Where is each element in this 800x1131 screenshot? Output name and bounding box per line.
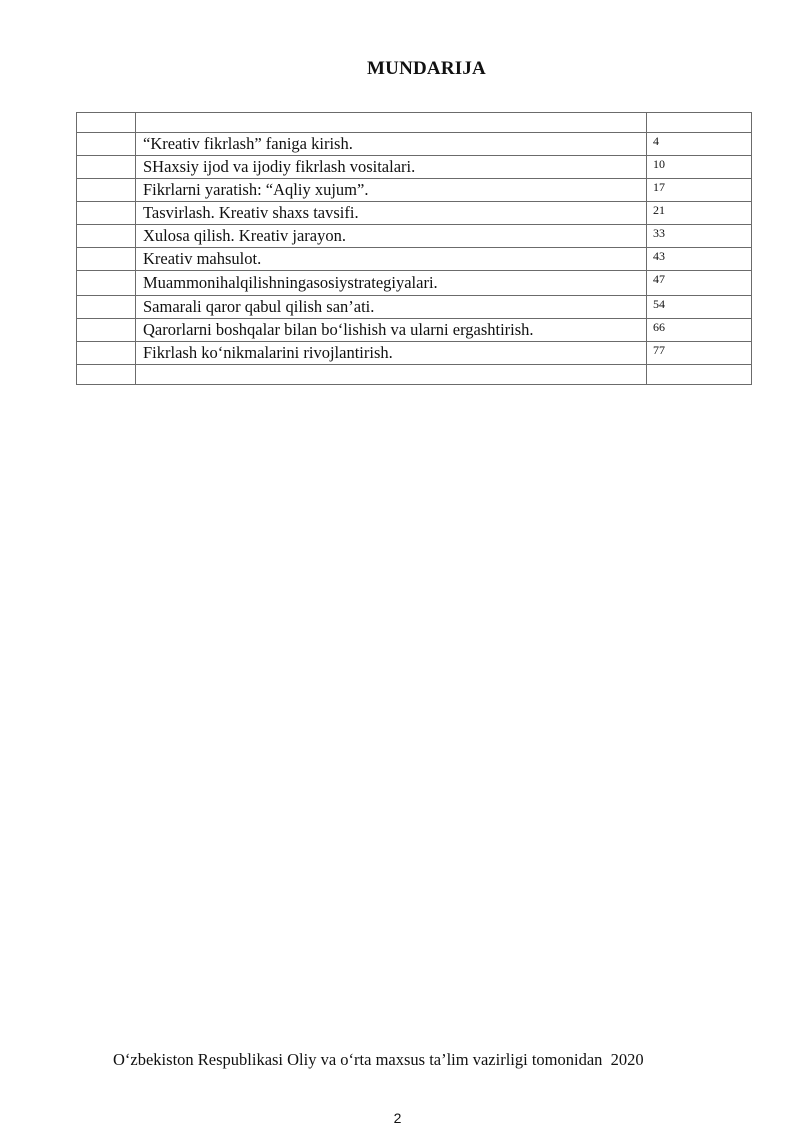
page-title: MUNDARIJA [367, 58, 486, 79]
toc-entry-title: Xulosa qilish. Kreativ jarayon. [136, 225, 647, 248]
table-row [77, 202, 752, 225]
table-of-contents [76, 112, 752, 385]
empty-cell [647, 113, 752, 133]
empty-cell [647, 365, 752, 385]
empty-cell [136, 365, 647, 385]
toc-entry-title: Tasvirlash. Kreativ shaxs tavsifi. [136, 202, 647, 225]
toc-entry-page: 4 [647, 133, 752, 156]
table-row [77, 113, 752, 133]
toc-entry-page: 21 [647, 202, 752, 225]
toc-entry-title: “Kreativ fikrlash” faniga kirish. [136, 133, 647, 156]
toc-entry-title: Fikrlarni yaratish: “Aqliy xujum”. [136, 179, 647, 202]
toc-entry-page: 47 [647, 271, 752, 296]
table-row [77, 296, 752, 319]
row-number-cell [77, 179, 136, 202]
table-row [77, 319, 752, 342]
toc-entry-page: 10 [647, 156, 752, 179]
table-row [77, 271, 752, 296]
toc-entry-title: Fikrlash ko‘nikmalarini rivojlantirish. [136, 342, 647, 365]
row-number-cell [77, 342, 136, 365]
toc-entry-page: 66 [647, 319, 752, 342]
table-row [77, 179, 752, 202]
empty-cell [77, 113, 136, 133]
toc-entry-title: Muammonihalqilishningasosiystrategiyalari. [136, 271, 647, 296]
empty-cell [136, 113, 647, 133]
row-number-cell [77, 248, 136, 271]
row-number-cell [77, 202, 136, 225]
page-number: 2 [393, 1110, 402, 1126]
table-row [77, 248, 752, 271]
table-row [77, 225, 752, 248]
table-row [77, 133, 752, 156]
row-number-cell [77, 319, 136, 342]
toc-entry-title: SHaxsiy ijod va ijodiy fikrlash vositalari. [136, 156, 647, 179]
toc-entry-title: Kreativ mahsulot. [136, 248, 647, 271]
row-number-cell [77, 156, 136, 179]
toc-entry-title: Samarali qaror qabul qilish san’ati. [136, 296, 647, 319]
row-number-cell [77, 225, 136, 248]
toc-entry-page: 17 [647, 179, 752, 202]
row-number-cell [77, 271, 136, 296]
toc-entry-page: 54 [647, 296, 752, 319]
footer-publisher-note: O‘zbekiston Respublikasi Oliy va o‘rta maxsus ta’lim vazirligi tomonidan 2020 [113, 1050, 644, 1069]
table-row [77, 156, 752, 179]
toc-entry-page: 43 [647, 248, 752, 271]
toc-entry-page: 77 [647, 342, 752, 365]
table-row [77, 342, 752, 365]
row-number-cell [77, 296, 136, 319]
toc-entry-title: Qarorlarni boshqalar bilan bo‘lishish va ularni ergashtirish. [136, 319, 647, 342]
table-row [77, 365, 752, 385]
empty-cell [77, 365, 136, 385]
row-number-cell [77, 133, 136, 156]
toc-entry-page: 33 [647, 225, 752, 248]
